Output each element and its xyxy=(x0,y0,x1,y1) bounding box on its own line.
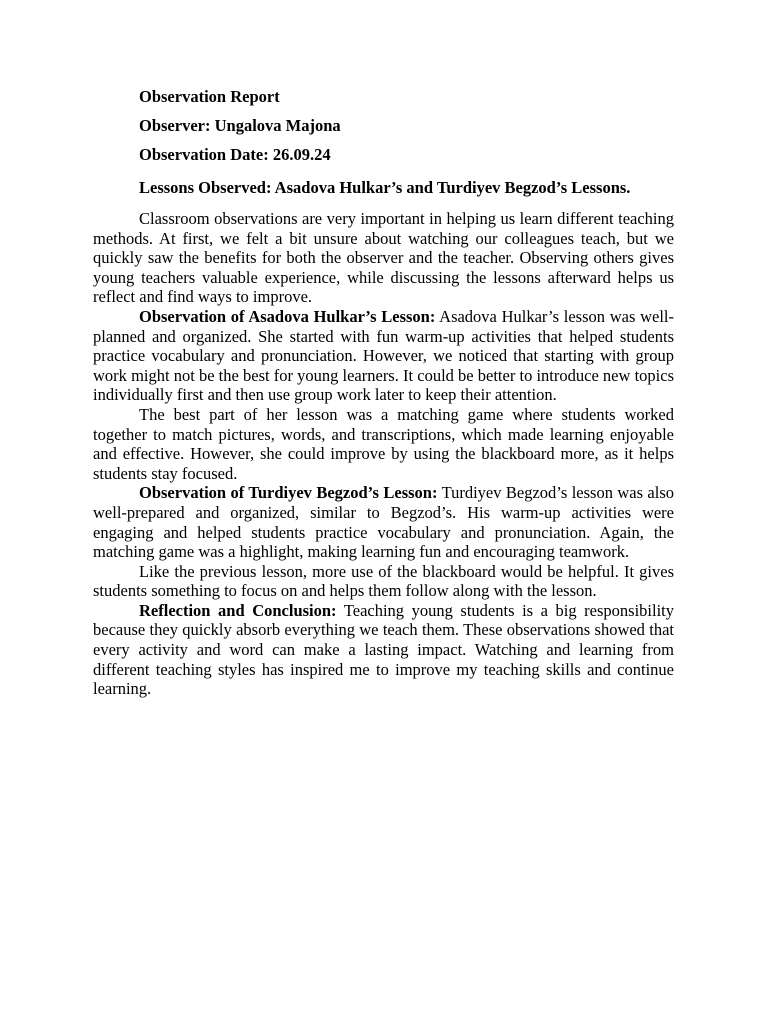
asadova-heading: Observation of Asadova Hulkar’s Lesson: xyxy=(139,306,436,326)
lessons-observed-line: Lessons Observed: Asadova Hulkar’s and Turdiyev Begzod’s Lessons. xyxy=(139,178,631,197)
intro-paragraph: Classroom observations are very important in helping us learn different teaching methods. At first, we felt a bit unsure about watching our colleagues teach, but we quickly saw the benefits for both the observer and the teacher. Observing others gives young teachers valuable experience, while discussing the lessons afterward helps us reflect and find ways to improve. xyxy=(93,209,674,307)
turdiyev-paragraph xyxy=(93,483,674,561)
turdiyev-text: Turdiyev Begzod’s lesson was also well-prepared and organized, similar to Begzod’s. His warm-up activities were engaging and helped students practice vocabulary and pronunciation. Again, the matching game was a highlight, making learning fun and encouraging teamwork. xyxy=(93,483,674,562)
observation-date-line: Observation Date: 26.09.24 xyxy=(139,145,331,164)
report-title: Observation Report xyxy=(139,87,280,106)
conclusion-paragraph xyxy=(93,601,674,699)
matching-game-paragraph: The best part of her lesson was a matching game where students worked together to match pictures, words, and transcriptions, which made learning enjoyable and effective. However, she could improve by using the blackboard more, as it helps students stay focused. xyxy=(93,404,674,483)
observer-line: Observer: Ungalova Majona xyxy=(139,116,341,135)
conclusion-heading: Reflection and Conclusion: xyxy=(139,600,337,620)
turdiyev-heading: Observation of Turdiyev Begzod’s Lesson: xyxy=(139,483,438,503)
document-page xyxy=(93,86,674,699)
asadova-text: Asadova Hulkar’s lesson was well-planned and organized. She started with fun warm-up activities that helped students practice vocabulary and pronunciation. However, we noticed that starting with group work might not be the best for young learners. It could be better to introduce new topics individually first and then use group work later to keep their attention. xyxy=(93,306,674,405)
blackboard-paragraph: Like the previous lesson, more use of the blackboard would be helpful. It gives students something to focus on and helps them follow along with the lesson. xyxy=(93,561,674,601)
conclusion-text: Teaching young students is a big responsibility because they quickly absorb everything we teach them. These observations showed that every activity and word can make a lasting impact. Watching and learning from different teaching styles has inspired me to improve my teaching skills and continue learning. xyxy=(93,600,675,699)
asadova-paragraph xyxy=(93,307,674,405)
